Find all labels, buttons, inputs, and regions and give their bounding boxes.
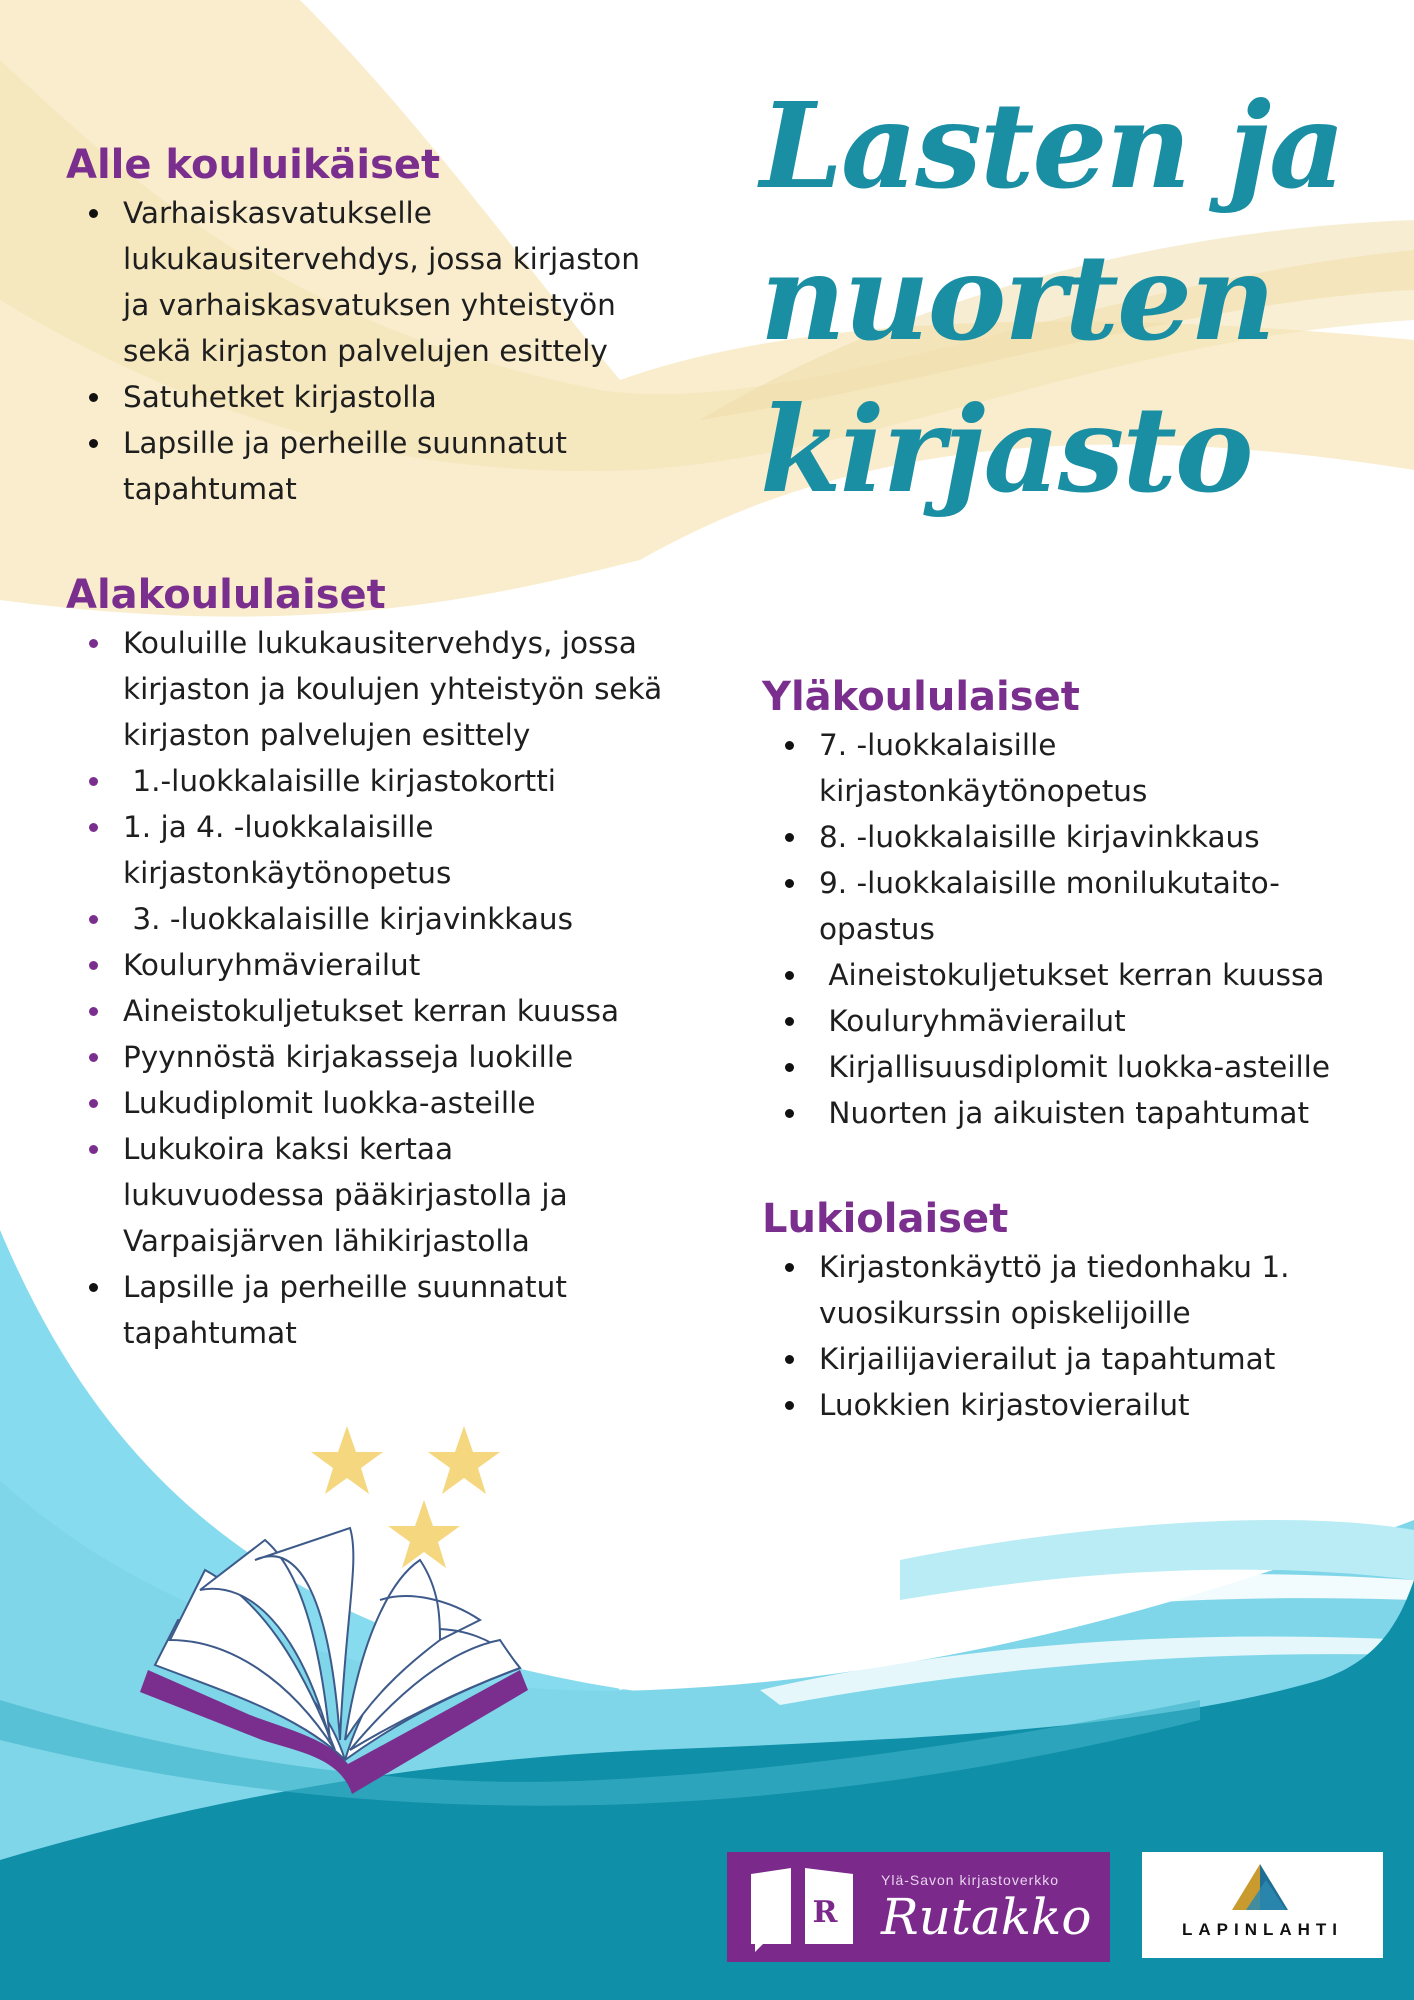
- list-item-line: Kouluryhmävierailut: [819, 1004, 1126, 1038]
- list-item-line: tapahtumat: [123, 472, 297, 506]
- title-line-2: nuorten: [760, 228, 1274, 367]
- service-list: [762, 722, 1402, 1136]
- list-item: [123, 1264, 706, 1356]
- list-item-line: Pyynnöstä kirjakasseja luokille: [123, 1040, 574, 1074]
- list-item-line: Satuhetket kirjastolla: [123, 380, 437, 414]
- star-icon: [311, 1426, 383, 1494]
- list-item-line: Aineistokuljetukset kerran kuussa: [123, 994, 620, 1028]
- list-item: [819, 722, 1402, 814]
- list-item: [819, 1044, 1402, 1090]
- list-item-line: Lapsille ja perheille suunnatut: [123, 1270, 567, 1304]
- list-item-line: Kirjallisuusdiplomit luokka-asteille: [819, 1050, 1331, 1084]
- list-item-line: 1.-luokkalaisille kirjastokortti: [123, 764, 556, 798]
- list-item: [123, 988, 706, 1034]
- list-item: [819, 1336, 1402, 1382]
- list-item-line: lukuvuodessa pääkirjastolla ja: [123, 1178, 568, 1212]
- list-item-line: Varhaiskasvatukselle: [123, 196, 432, 230]
- list-item: [123, 620, 706, 758]
- list-item-line: Nuorten ja aikuisten tapahtumat: [819, 1096, 1310, 1130]
- service-list: [762, 1244, 1402, 1428]
- list-item-line: kirjastonkäytönopetus: [819, 774, 1148, 808]
- page-title: [760, 70, 1380, 526]
- list-item: [123, 758, 706, 804]
- list-item: [123, 804, 706, 896]
- list-item: [819, 998, 1402, 1044]
- list-item-line: Kouluryhmävierailut: [123, 948, 421, 982]
- lapinlahti-mountain-icon: [1142, 1852, 1383, 1922]
- list-item: [123, 1034, 706, 1080]
- list-item-line: 7. -luokkalaisille: [819, 728, 1057, 762]
- list-item-line: Kouluille lukukausitervehdys, jossa: [123, 626, 637, 660]
- service-list: [66, 190, 686, 512]
- list-item-line: 8. -luokkalaisille kirjavinkkaus: [819, 820, 1260, 854]
- list-item: [819, 952, 1402, 998]
- list-item: [123, 420, 686, 512]
- rutakko-badge-letter: R: [812, 1895, 838, 1930]
- title-line-3: kirjasto: [760, 380, 1252, 519]
- list-item-line: ja varhaiskasvatuksen yhteistyön: [123, 288, 616, 322]
- lapinlahti-name: LAPINLAHTI: [1181, 1920, 1344, 1939]
- list-item-line: Aineistokuljetukset kerran kuussa: [819, 958, 1325, 992]
- list-item-line: Lapsille ja perheille suunnatut: [123, 426, 567, 460]
- list-item: [819, 860, 1402, 952]
- list-item: [819, 1244, 1402, 1336]
- rutakko-subtitle: Ylä-Savon kirjastoverkko: [881, 1872, 1060, 1888]
- rutakko-book-icon: [727, 1852, 877, 1962]
- list-item: [819, 1090, 1402, 1136]
- section-heading: Alle kouluikäiset: [66, 142, 441, 188]
- list-item: [123, 1126, 706, 1264]
- list-item: [819, 1382, 1402, 1428]
- list-item-line: 1. ja 4. -luokkalaisille: [123, 810, 434, 844]
- list-item: [123, 374, 686, 420]
- list-item: [123, 942, 706, 988]
- list-item-line: Kirjastonkäyttö ja tiedonhaku 1.: [819, 1250, 1290, 1284]
- list-item-line: vuosikurssin opiskelijoille: [819, 1296, 1191, 1330]
- list-item-line: kirjastonkäytönopetus: [123, 856, 452, 890]
- star-icon: [428, 1426, 500, 1494]
- star-icon: [388, 1500, 460, 1568]
- list-item-line: sekä kirjaston palvelujen esittely: [123, 334, 608, 368]
- section-ylakoululaiset: [762, 672, 1402, 1136]
- list-item: [819, 814, 1402, 860]
- list-item-line: Varpaisjärven lähikirjastolla: [123, 1224, 530, 1258]
- section-lukiolaiset: [762, 1194, 1402, 1428]
- list-item-line: tapahtumat: [123, 1316, 297, 1350]
- list-item-line: lukukausitervehdys, jossa kirjaston: [123, 242, 640, 276]
- list-item-line: kirjaston ja koulujen yhteistyön sekä: [123, 672, 663, 706]
- list-item-line: 3. -luokkalaisille kirjavinkkaus: [123, 902, 573, 936]
- list-item-line: Luokkien kirjastovierailut: [819, 1388, 1190, 1422]
- list-item-line: Lukudiplomit luokka-asteille: [123, 1086, 536, 1120]
- list-item: [123, 190, 686, 374]
- section-heading: Yläkoululaiset: [762, 674, 1080, 720]
- list-item: [123, 1080, 706, 1126]
- list-item-line: opastus: [819, 912, 935, 946]
- section-alle-kouluikaiset: [66, 140, 686, 512]
- list-item-line: Kirjailijavierailut ja tapahtumat: [819, 1342, 1276, 1376]
- lapinlahti-logo: [1142, 1852, 1383, 1958]
- section-heading: Lukiolaiset: [762, 1196, 1009, 1242]
- list-item-line: Lukukoira kaksi kertaa: [123, 1132, 454, 1166]
- list-item-line: 9. -luokkalaisille monilukutaito-: [819, 866, 1280, 900]
- section-heading: Alakoululaiset: [66, 572, 386, 618]
- rutakko-name: Rutakko: [881, 1888, 1092, 1946]
- rutakko-logo: [727, 1852, 1110, 1962]
- title-line-1: Lasten ja: [760, 76, 1344, 215]
- section-alakoululaiset: [66, 570, 706, 1356]
- list-item: [123, 896, 706, 942]
- service-list: [66, 620, 706, 1356]
- list-item-line: kirjaston palvelujen esittely: [123, 718, 531, 752]
